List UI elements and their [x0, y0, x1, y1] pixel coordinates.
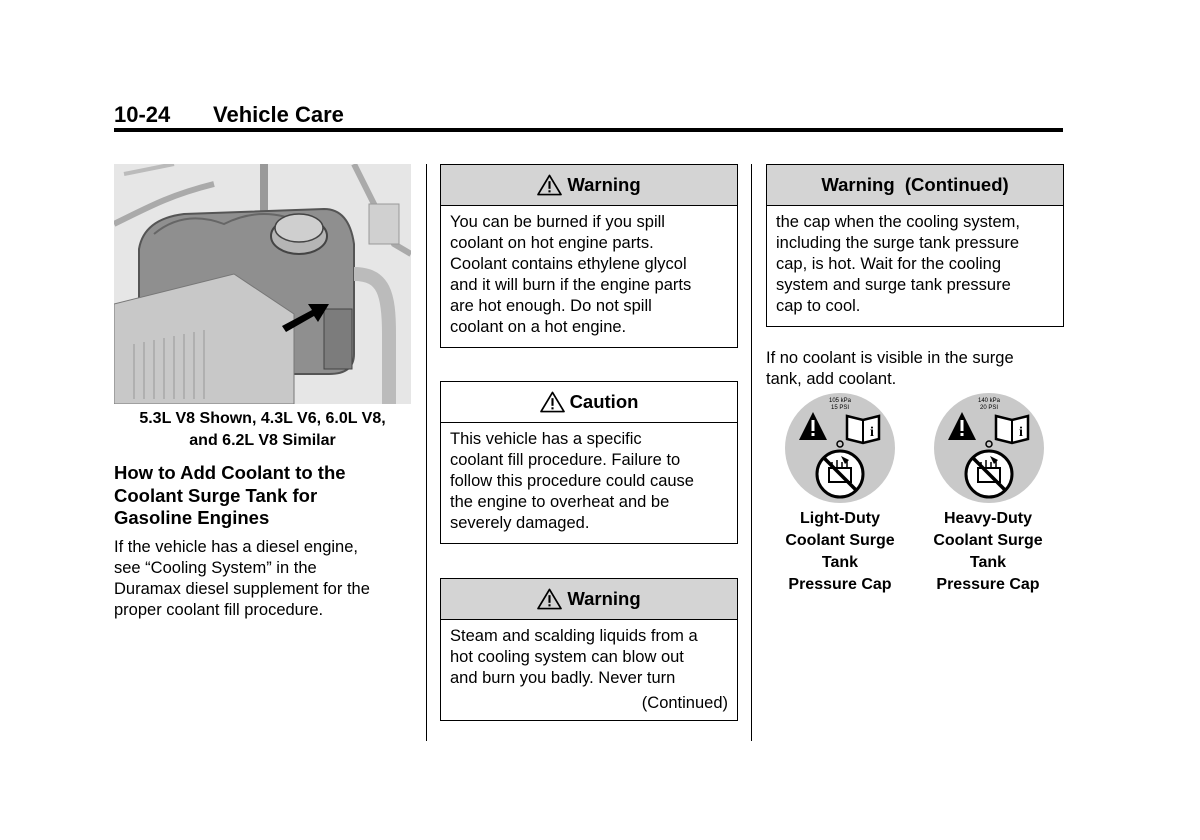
warning-line: system and surge tank pressure	[776, 276, 1011, 294]
caution-triangle-icon	[540, 391, 565, 413]
warning-line: are hot enough. Do not spill	[450, 297, 652, 315]
warning-box-body	[441, 206, 737, 338]
warning-box-body	[441, 620, 737, 714]
engine-coolant-tank-illustration	[114, 164, 411, 404]
cap-kpa-label: 105 kPa	[828, 398, 852, 404]
add-coolant-paragraph	[766, 348, 1066, 390]
warning-line: Steam and scalding liquids from a	[450, 627, 698, 645]
cap-caption-line: Coolant Surge	[785, 532, 895, 549]
section-title: Vehicle Care	[213, 102, 344, 127]
column-divider-right	[751, 164, 752, 741]
warning-line: coolant on hot engine parts.	[450, 234, 654, 252]
column-divider-left	[426, 164, 427, 741]
light-duty-cap-caption	[770, 508, 910, 596]
cap-caption-line: Heavy-Duty	[943, 510, 1033, 527]
cap-caption-line: Light-Duty	[800, 510, 880, 527]
warning-box-header	[441, 579, 737, 620]
cap-kpa-label: 140 kPa	[977, 398, 1001, 404]
subheading-line: How to Add Coolant to the	[114, 462, 346, 483]
warning-line: cap to cool.	[776, 297, 861, 315]
warning-line: and burn you badly. Never turn	[450, 669, 676, 687]
warning-line: hot cooling system can blow out	[450, 648, 684, 666]
warning-line: Coolant contains ethylene glycol	[450, 255, 687, 273]
subheading-line: Coolant Surge Tank for	[114, 484, 318, 506]
light-duty-pressure-cap-image	[781, 392, 899, 504]
warning-title: Warning	[567, 174, 641, 195]
figure-caption-line: 5.3L V8 Shown, 4.3L V6, 6.0L V8,	[139, 410, 386, 427]
caution-line: severely damaged.	[450, 514, 590, 532]
caution-box-body	[441, 423, 737, 534]
cap-caption-line: Pressure Cap	[788, 576, 892, 593]
warning-title: Warning	[567, 588, 641, 609]
warning-line: You can be burned if you spill	[450, 213, 665, 231]
svg-text:i: i	[870, 425, 874, 440]
caution-box	[440, 381, 738, 544]
warning-continued-box	[766, 164, 1064, 327]
warning-box-steam	[440, 578, 738, 721]
warning-line: cap, is hot. Wait for the cooling	[776, 255, 1001, 273]
heavy-duty-pressure-cap-image	[930, 392, 1048, 504]
warning-box-burn	[440, 164, 738, 348]
cap-psi-label: 15 PSI	[830, 405, 850, 411]
diesel-note-paragraph	[114, 537, 414, 621]
page-number: 10-24	[114, 102, 171, 127]
paragraph-line: Duramax diesel supplement for the	[114, 580, 370, 598]
warning-continued-title: Warning (Continued)	[821, 174, 1009, 195]
caution-box-header	[441, 382, 737, 423]
heavy-duty-cap-caption	[918, 508, 1058, 596]
caution-line: This vehicle has a specific	[450, 430, 642, 448]
warning-line: and it will burn if the engine parts	[450, 276, 692, 294]
subheading-line: Gasoline Engines	[114, 507, 270, 528]
cap-caption-line: Pressure Cap	[936, 576, 1040, 593]
figure-caption	[114, 408, 411, 452]
warning-continued-body	[767, 206, 1063, 317]
header-rule	[114, 128, 1063, 132]
warning-line: including the surge tank pressure	[776, 234, 1020, 252]
cap-caption-line: Tank	[821, 554, 859, 571]
section-subheading	[114, 462, 404, 530]
warning-triangle-icon	[537, 588, 562, 610]
cap-psi-label: 20 PSI	[979, 405, 999, 411]
paragraph-line: tank, add coolant.	[766, 370, 897, 388]
continued-label: (Continued)	[641, 694, 728, 712]
cap-caption-line: Coolant Surge	[933, 532, 1043, 549]
paragraph-line: If no coolant is visible in the surge	[766, 349, 1014, 367]
warning-line: coolant on a hot engine.	[450, 318, 627, 336]
caution-line: follow this procedure could cause	[450, 472, 694, 490]
warning-triangle-icon	[537, 174, 562, 196]
cap-caption-line: Tank	[969, 554, 1007, 571]
caution-line: the engine to overheat and be	[450, 493, 670, 511]
figure-caption-line: and 6.2L V8 Similar	[189, 432, 336, 449]
caution-line: coolant fill procedure. Failure to	[450, 451, 681, 469]
warning-continued-header	[767, 165, 1063, 206]
warning-line: the cap when the cooling system,	[776, 213, 1020, 231]
svg-text:i: i	[1019, 425, 1023, 440]
paragraph-line: If the vehicle has a diesel engine,	[114, 538, 358, 556]
paragraph-line: proper coolant fill procedure.	[114, 601, 324, 619]
paragraph-line: see “Cooling System” in the	[114, 559, 317, 577]
caution-title: Caution	[569, 391, 639, 412]
warning-box-header	[441, 165, 737, 206]
